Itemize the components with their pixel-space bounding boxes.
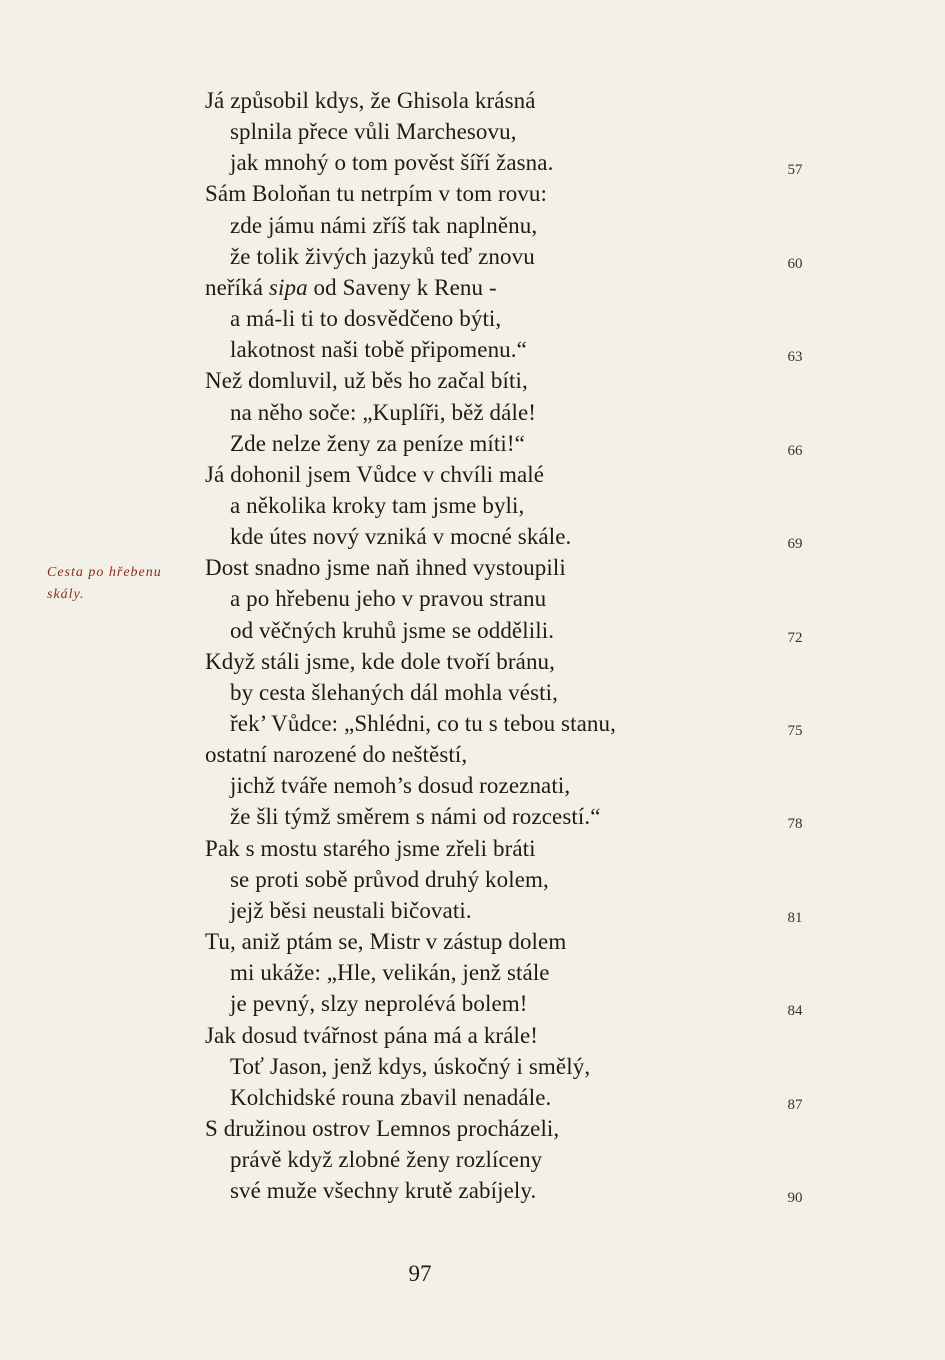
verse-line: by cesta šlehaných dál mohla vésti, <box>230 679 558 705</box>
verse-line: mi ukáže: „Hle, velikán, jenž stále <box>230 960 550 986</box>
verse-line: jichž tváře nemoh’s dosud rozeznati, <box>230 773 571 799</box>
verse-line: Zde nelze ženy za peníze míti!“ <box>230 430 525 456</box>
margin-note <box>47 562 197 606</box>
verse-line: od věčných kruhů jsme se oddělili. <box>230 617 555 643</box>
line-number: 66 <box>787 442 803 459</box>
verse-line: zde jámu námi zříš tak naplněnu, <box>230 212 538 238</box>
line-number: 84 <box>787 1003 803 1020</box>
verse-line: lakotnost naši tobě připomenu.“ <box>230 337 527 363</box>
line-number: 87 <box>787 1096 803 1113</box>
verse-line: splnila přece vůli Marchesovu, <box>230 119 517 145</box>
verse-line: že tolik živých jazyků teď znovu <box>230 243 535 269</box>
verse-line: a po hřebenu jeho v pravou stranu <box>230 586 547 612</box>
line-number: 63 <box>787 349 803 366</box>
page-number: 97 <box>408 1261 432 1286</box>
verse-line: Já způsobil kdys, že Ghisola krásná <box>205 88 536 113</box>
verse-line: Než domluvil, už běs ho začal bíti, <box>205 368 528 394</box>
verse-line: kde útes nový vzniká v mocné skále. <box>230 524 572 550</box>
verse-line: Sám Boloňan tu netrpím v tom rovu: <box>205 181 547 207</box>
verse-line: Tu, aniž ptám se, Mistr v zástup dolem <box>205 929 567 955</box>
verse-line: Toť Jason, jenž kdys, úskočný i smělý, <box>230 1053 591 1079</box>
verse-line: jejž běsi neustali bičovati. <box>230 897 472 923</box>
verse-text: od Saveny k Renu - <box>307 274 497 300</box>
verse-line: se proti sobě průvod druhý kolem, <box>230 866 549 892</box>
verse-text: neříká <box>205 274 269 300</box>
verse-line: že šli týmž směrem s námi od rozcestí.“ <box>230 804 601 830</box>
verse-line: jak mnohý o tom pověst šíří žasna. <box>230 150 554 176</box>
line-number: 72 <box>787 629 803 646</box>
verse-line: S družinou ostrov Lemnos procházeli, <box>205 1115 560 1141</box>
italic-word: sipa <box>268 274 308 300</box>
line-number: 57 <box>787 162 803 179</box>
verse-line: Pak s mostu starého jsme zřeli bráti <box>205 835 536 861</box>
verse-line: řek’ Vůdce: „Shlédni, co tu s tebou stanu, <box>230 711 616 736</box>
verse-line: své muže všechny krutě zabíjely. <box>230 1178 537 1204</box>
verse-line <box>205 272 497 303</box>
line-number: 78 <box>787 816 803 833</box>
margin-note-line: skály. <box>47 587 85 602</box>
verse-line: a několika kroky tam jsme byli, <box>230 492 525 518</box>
verse-line: Já dohonil jsem Vůdce v chvíli malé <box>205 461 545 487</box>
verse-line: na něho soče: „Kuplíři, běž dále! <box>230 399 537 425</box>
verse-line: a má-li ti to dosvědčeno býti, <box>230 306 502 332</box>
verse-line: Kolchidské rouna zbavil nenadále. <box>230 1084 552 1110</box>
verse-line: je pevný, slzy neprolévá bolem! <box>230 991 528 1017</box>
verse-line: právě když zlobné ženy rozlíceny <box>230 1147 543 1173</box>
verse-line: Když stáli jsme, kde dole tvoří bránu, <box>205 648 556 674</box>
line-number: 81 <box>787 909 803 926</box>
line-number: 75 <box>787 723 803 739</box>
verse-line: Dost snadno jsme naň ihned vystoupili <box>205 555 566 581</box>
line-number: 90 <box>787 1190 803 1207</box>
line-number: 69 <box>787 536 803 553</box>
verse-line: Jak dosud tvářnost pána má a krále! <box>205 1022 539 1048</box>
verse-line: ostatní narozené do neštěstí, <box>205 742 468 768</box>
margin-note-line: Cesta po hřebenu <box>47 565 162 580</box>
line-number: 60 <box>787 255 803 272</box>
